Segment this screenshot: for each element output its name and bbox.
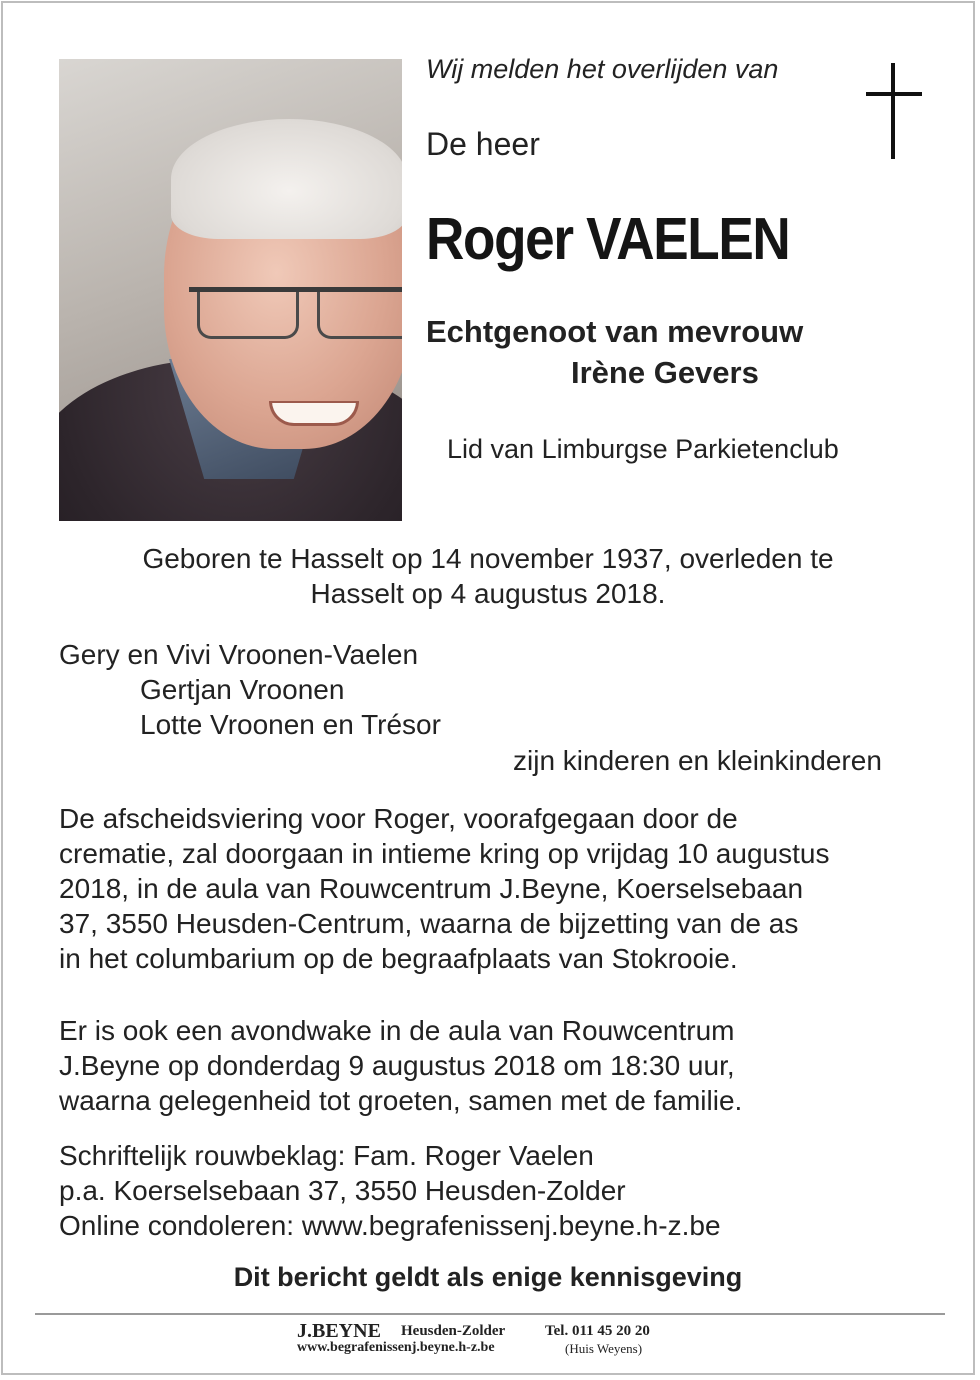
membership-line: Lid van Limburgse Parkietenclub bbox=[447, 434, 839, 464]
children-line-1: Gery en Vivi Vroonen-Vaelen bbox=[59, 639, 419, 670]
footer-divider bbox=[35, 1313, 945, 1315]
birth-line-2: Hasselt op 4 augustus 2018. bbox=[310, 578, 666, 609]
ceremony-line: De afscheidsviering voor Roger, voorafgegaan door de bbox=[59, 803, 738, 834]
condolences-line: p.a. Koerselsebaan 37, 3550 Heusden-Zolder bbox=[59, 1175, 626, 1206]
cross-icon bbox=[866, 63, 922, 159]
wake-paragraph bbox=[59, 1013, 742, 1118]
deceased-name: Roger VAELEN bbox=[426, 206, 790, 272]
spouse-line-2: Irène Gevers bbox=[571, 355, 759, 390]
wake-line: Er is ook een avondwake in de aula van Rouwcentrum bbox=[59, 1015, 735, 1046]
funeral-home-phone: Tel. 011 45 20 20 bbox=[545, 1323, 650, 1339]
ceremony-line: 37, 3550 Heusden-Centrum, waarna de bijzetting van de as bbox=[59, 908, 799, 939]
spouse-line-1: Echtgenoot van mevrouw bbox=[426, 314, 804, 349]
children-line-2: Gertjan Vroonen bbox=[140, 674, 345, 705]
closing-statement: Dit bericht geldt als enige kennisgeving bbox=[233, 1262, 743, 1292]
condolences-paragraph bbox=[59, 1138, 721, 1243]
children-line-3: Lotte Vroonen en Trésor bbox=[140, 709, 441, 740]
funeral-home-brand: J.BEYNE bbox=[297, 1320, 381, 1342]
ceremony-line: crematie, zal doorgaan in intieme kring op vrijdag 10 augustus bbox=[59, 838, 830, 869]
wake-line: J.Beyne op donderdag 9 augustus 2018 om 18:30 uur, bbox=[59, 1050, 735, 1081]
birth-death-info bbox=[0, 541, 976, 611]
honorific: De heer bbox=[426, 126, 540, 162]
condolences-line: Schriftelijk rouwbeklag: Fam. Roger Vaelen bbox=[59, 1140, 594, 1171]
funeral-home-town: Heusden-Zolder bbox=[401, 1323, 506, 1339]
funeral-home-house: (Huis Weyens) bbox=[565, 1341, 643, 1356]
condolences-website: Online condoleren: www.begrafenissenj.beyne.h-z.be bbox=[59, 1210, 721, 1241]
ceremony-line: in het columbarium op de begraafplaats van Stokrooie. bbox=[59, 943, 738, 974]
children-caption: zijn kinderen en kleinkinderen bbox=[513, 745, 882, 776]
intro-text: Wij melden het overlijden van bbox=[426, 54, 779, 84]
funeral-home-website: www.begrafenissenj.beyne.h-z.be bbox=[297, 1340, 495, 1355]
ceremony-line: 2018, in de aula van Rouwcentrum J.Beyne, Koerselsebaan bbox=[59, 873, 804, 904]
birth-line-1: Geboren te Hasselt op 14 november 1937, overleden te bbox=[142, 543, 834, 574]
portrait-photo bbox=[59, 59, 402, 521]
wake-line: waarna gelegenheid tot groeten, samen met de familie. bbox=[59, 1085, 743, 1116]
ceremony-paragraph bbox=[59, 801, 829, 976]
